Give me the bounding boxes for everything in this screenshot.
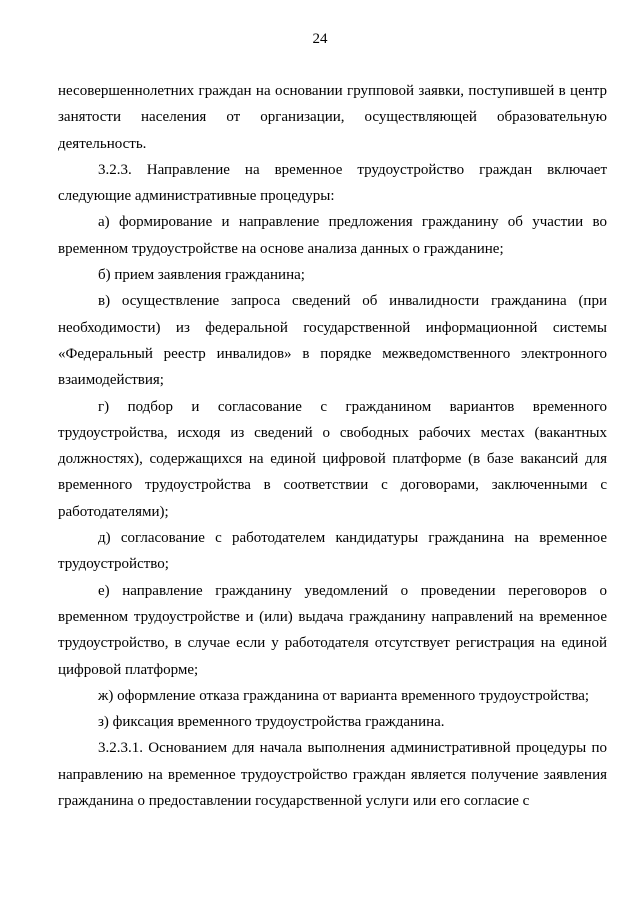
paragraph-continuation: несовершеннолетних граждан на основании групповой заявки, поступившей в центр занятости населения от организации, осуществляющей образовательную деятельность. <box>58 83 607 152</box>
paragraph-item-zh: ж) оформление отказа гражданина от варианта временного трудоустройства; <box>98 687 590 704</box>
page-number: 24 <box>312 31 328 47</box>
paragraph-item-b: б) прием заявления гражданина; <box>98 267 305 284</box>
document-body <box>58 78 607 814</box>
paragraph-item-d: д) согласование с работодателем кандидатуры гражданина на временное трудоустройство; <box>58 530 607 573</box>
paragraph-item-a: а) формирование и направление предложения гражданину об участии во временном трудоустройстве на основе анализа данных о гражданине; <box>58 214 607 257</box>
paragraph-item-g: г) подбор и согласование с гражданином вариантов временного трудоустройства, исходя из сведений о свободных рабочих местах (вакантных должностях), содержащихся на единой цифровой платформе (в базе вакансий для временного трудоустройства в соответствии с договорами, заключенными с работодателями); <box>58 398 607 520</box>
paragraph-3-2-3: 3.2.3. Направление на временное трудоустройство граждан включает следующие административные процедуры: <box>58 161 607 205</box>
paragraph-item-e: е) направление гражданину уведомлений о проведении переговоров о временном трудоустройстве и (или) выдача гражданину направлений на временное трудоустройство, в случае если у работодателя отсутствует регистрация на единой цифровой платформе; <box>58 582 607 678</box>
paragraph-item-z: з) фиксация временного трудоустройства гражданина. <box>98 714 445 731</box>
paragraph-3-2-3-1: 3.2.3.1. Основанием для начала выполнения административной процедуры по направлению на временное трудоустройство граждан является получение заявления гражданина о предоставлении государственной услуги или его согласие с <box>58 740 607 810</box>
paragraph-item-v: в) осуществление запроса сведений об инвалидности гражданина (при необходимости) из федеральной государственной информационной системы «Федеральный реестр инвалидов» в порядке межведомственного электронного взаимодействия; <box>58 293 607 389</box>
